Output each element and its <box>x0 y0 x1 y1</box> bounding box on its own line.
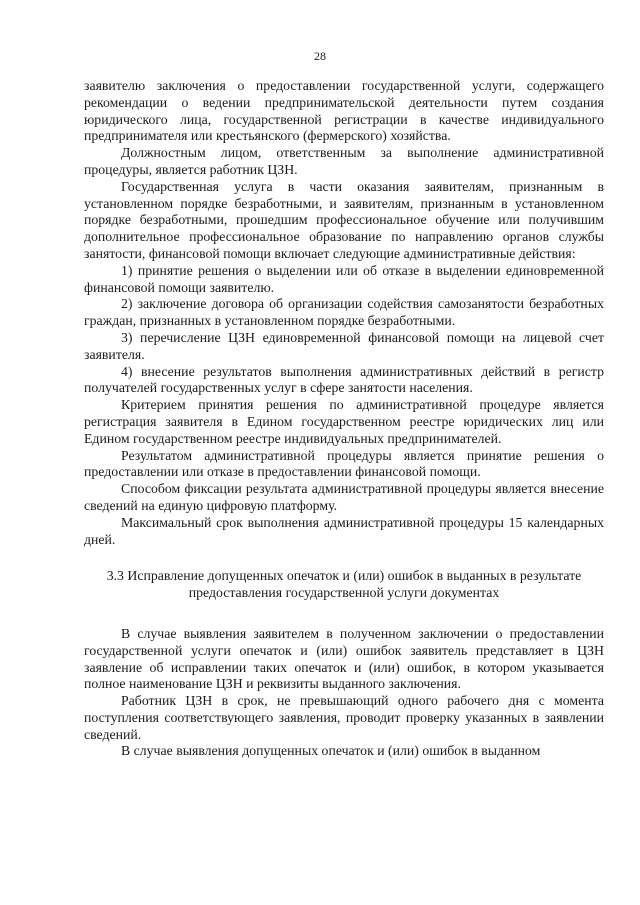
page-number: 28 <box>314 49 326 63</box>
paragraph-error-detection: В случае выявления заявителем в полученном заключении о предоставлении государственной услуги опечаток и (или) ошибок заявитель представляет в ЦЗН заявление об исправлении таких опечаток и (или) ошибок, в котором указывается полное наименование ЦЗН и реквизиты выданного заключения. <box>84 625 604 692</box>
paragraph-result: Результатом административной процедуры является принятие решения о предоставлении или отказе в предоставлении финансовой помощи. <box>84 447 604 480</box>
paragraph-max-duration: Максимальный срок выполнения административной процедуры 15 календарных дней. <box>84 514 604 547</box>
paragraph-fixation-method: Способом фиксации результата административной процедуры является внесение сведений на единую цифровую платформу. <box>84 481 604 513</box>
paragraph-error-detected-cont: В случае выявления допущенных опечаток и (или) ошибок в выданном <box>121 743 541 759</box>
paragraph-decision-criterion: Критерием принятия решения по административной процедуре является регистрация заявителя в Едином государственном реестре юридических лиц или Едином государственном реестре индивидуальных предпринимателей. <box>84 397 604 446</box>
section-heading-line-1: 3.3 Исправление допущенных опечаток и (или) ошибок в выданных в результате <box>106 568 582 584</box>
paragraph-continuation: заявителю заключения о предоставлении государственной услуги, содержащего рекомендации о ведении предпринимательской деятельности путем создания юридического лица, государственной регистрации в качестве индивидуального предпринимателя или крестьянского (фермерского) хозяйства. <box>84 78 604 144</box>
paragraph-responsible-official: Должностным лицом, ответственным за выполнение административной процедуры, является работник ЦЗН. <box>84 145 604 177</box>
list-item-1: 1) принятие решения о выделении или об отказе в выделении единовременной финансовой помощи заявителю. <box>84 262 604 295</box>
paragraph-financial-assistance-actions: Государственная услуга в части оказания заявителям, признанным в установленном порядке безработными, и заявителям, признанным в установленном порядке безработными, прошедшим профессиональное обучение или получившим дополнительное профессиональное образование по направлению органов службы занятости, финансовой помощи включает следующие административные действия: <box>84 178 604 261</box>
paragraph-verification: Работник ЦЗН в срок, не превышающий одного рабочего дня с момента поступления соответствующего заявления, проводит проверку указанных в заявлении сведений. <box>84 693 604 742</box>
list-item-3: 3) перечисление ЦЗН единовременной финансовой помощи на лицевой счет заявителя. <box>84 329 604 362</box>
section-heading-line-2: предоставления государственной услуги документах <box>188 585 500 601</box>
list-item-4: 4) внесение результатов выполнения административных действий в регистр получателей государственных услуг в сфере занятости населения. <box>84 363 604 396</box>
document-body <box>84 78 604 760</box>
list-item-2: 2) заключение договора об организации содействия самозанятости безработных граждан, признанных в установленном порядке безработными. <box>84 296 604 329</box>
